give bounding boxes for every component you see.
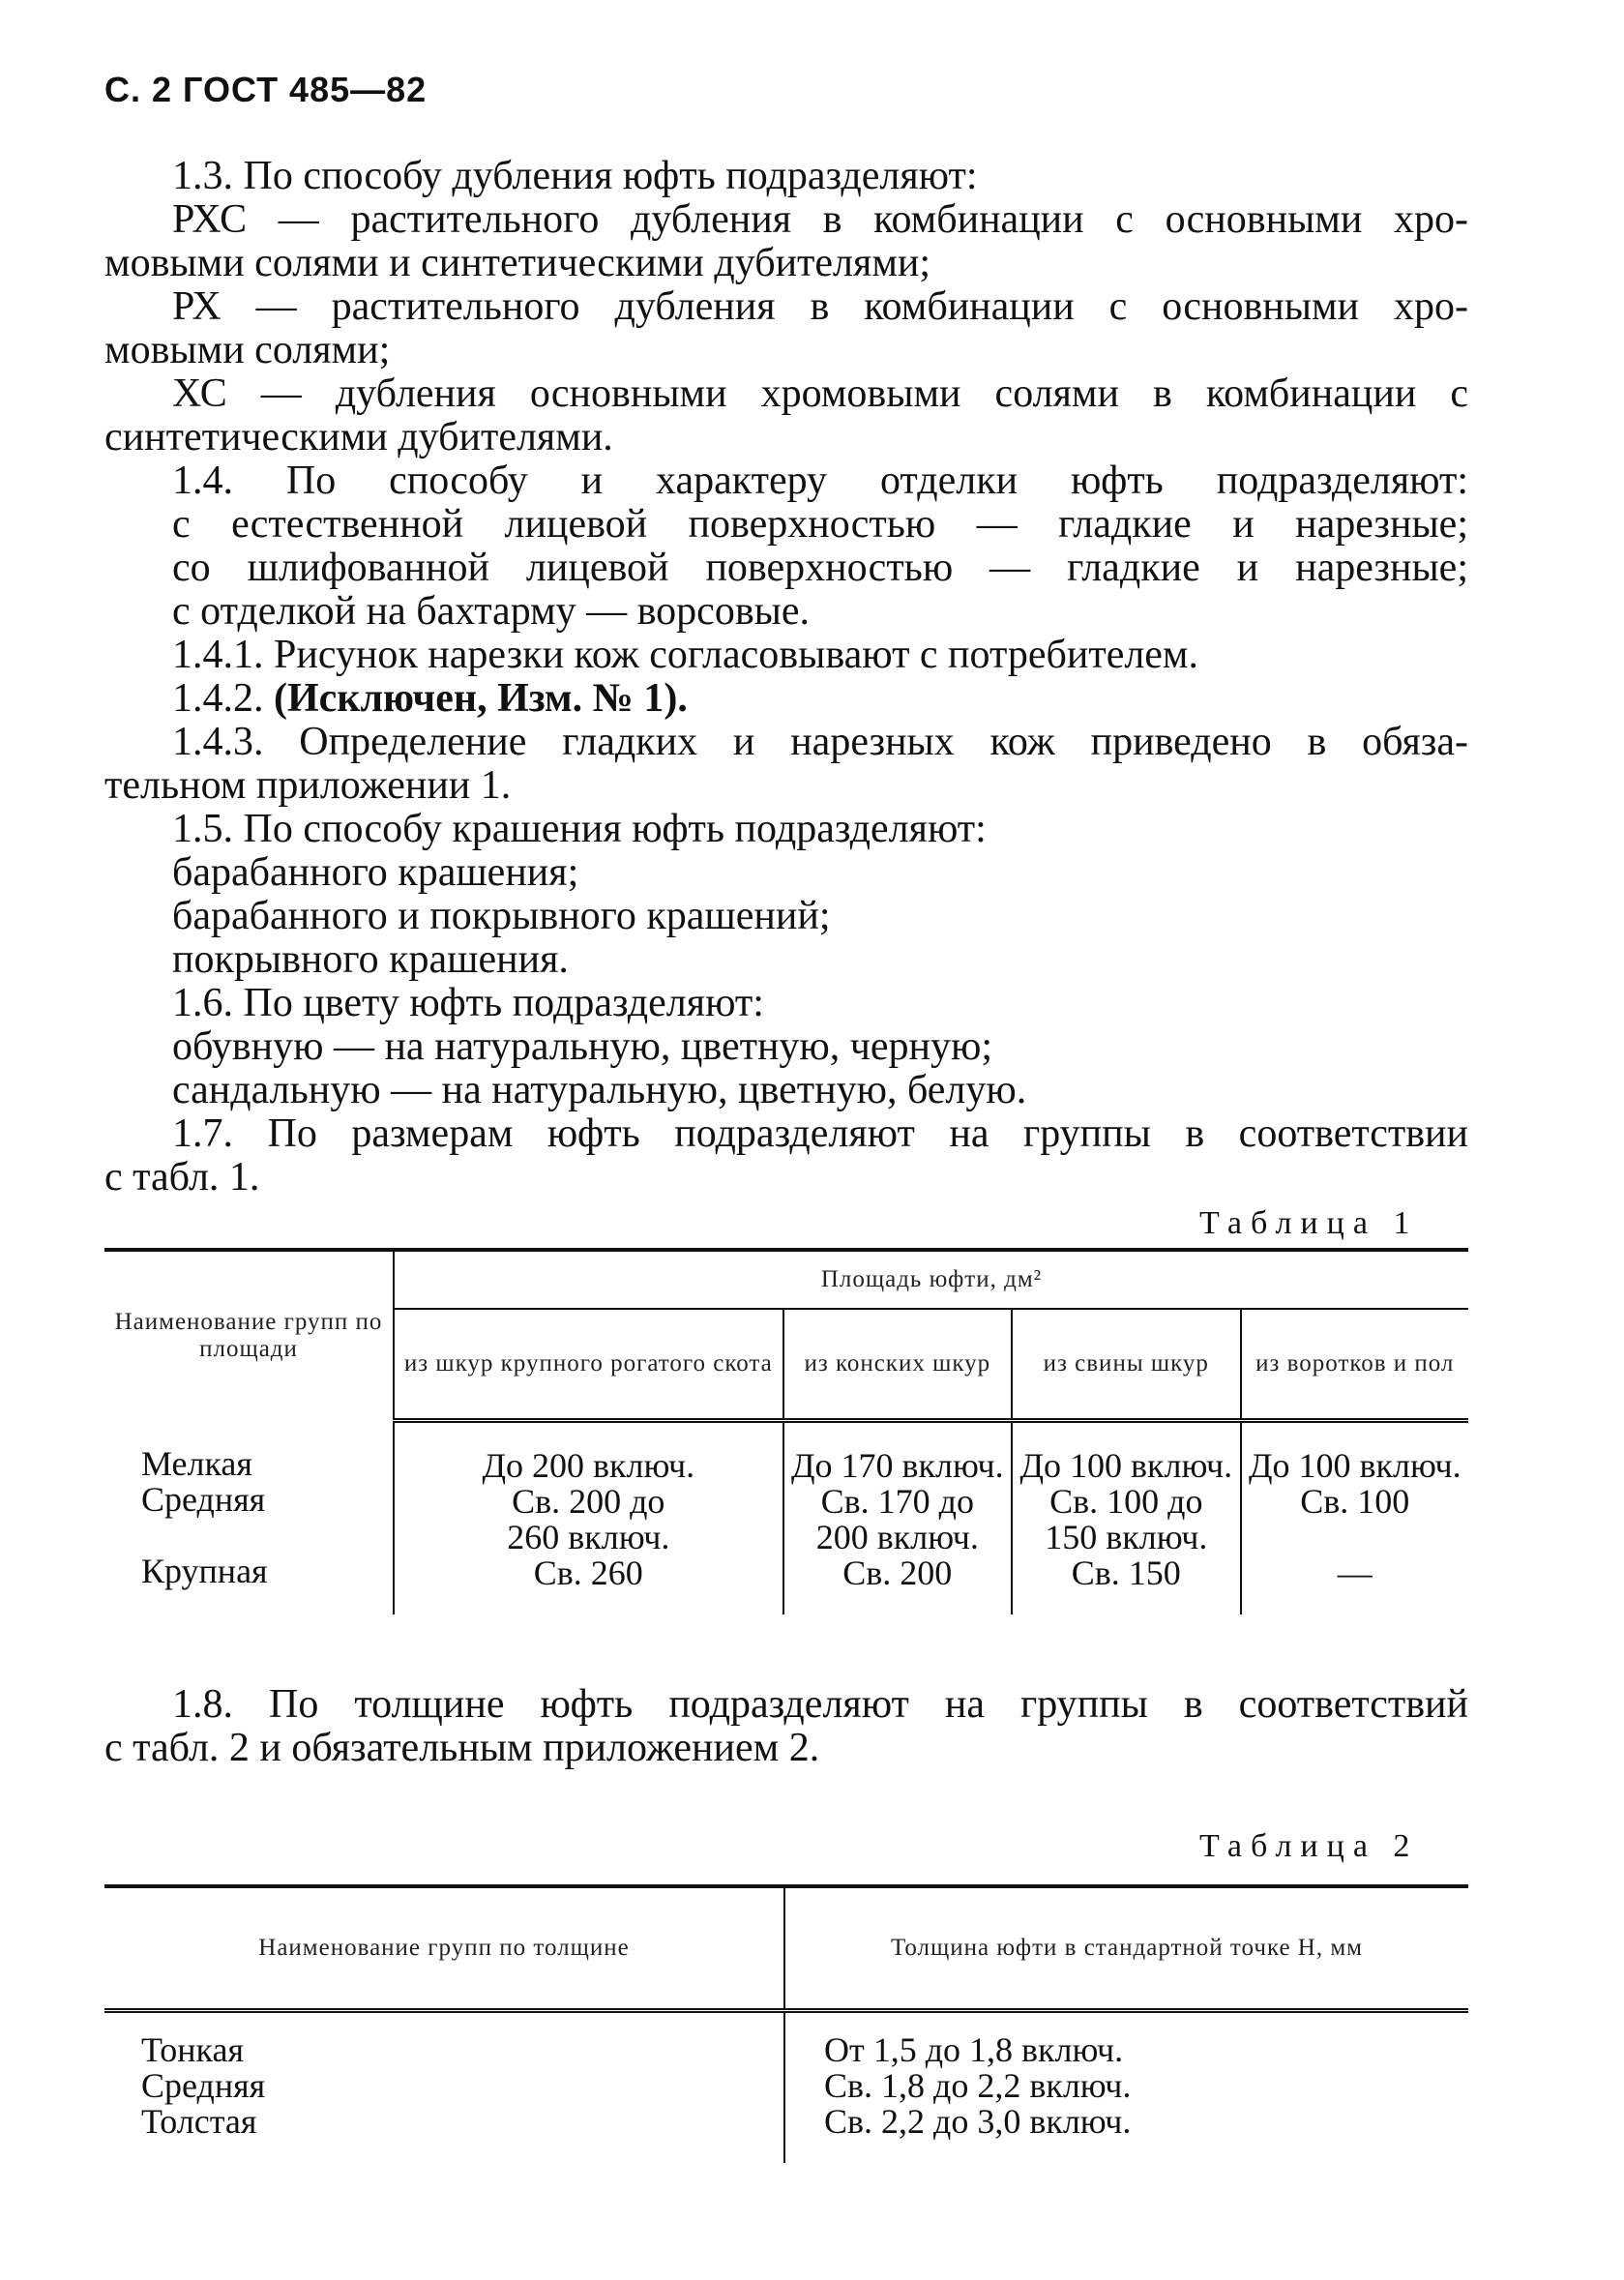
cell-text: Св. 2,2 до 3,0 включ. (824, 2102, 1132, 2141)
cell-text: До 100 включ. (1019, 1446, 1233, 1485)
table-2 (104, 1884, 1468, 2163)
text-line: покрывного крашения. (172, 937, 569, 982)
cell-text: Средняя (141, 2066, 266, 2105)
paragraph-1-5: 1.5. По способу крашения юфть подразделяют: (172, 807, 987, 851)
cell-text (141, 1518, 389, 1554)
text-line: мовыми солями; (104, 328, 391, 372)
thickness-cell (784, 2011, 1468, 2164)
text-line: с естественной лицевой поверхностью — гладкие и нарезные; (172, 502, 1468, 547)
paragraph-1-4-2 (104, 677, 1468, 721)
table-row (104, 2011, 1468, 2164)
table-cell (783, 1421, 1012, 1615)
text-line: синтетическими дубителями. (104, 415, 613, 459)
table-1-caption: Таблица 1 (1199, 1205, 1419, 1241)
cell-text: 260 включ. (507, 1518, 670, 1556)
table-row (104, 1421, 1468, 1615)
column-header: из свины шкур (1012, 1309, 1240, 1421)
group-name-cell (104, 2011, 784, 2164)
table-1 (104, 1248, 1468, 1614)
cell-text: Св. 1,8 до 2,2 включ. (824, 2066, 1132, 2105)
cell-text: Св. 100 (1300, 1482, 1410, 1521)
cell-text: 200 включ. (815, 1518, 979, 1556)
cell-text: От 1,5 до 1,8 включ. (824, 2030, 1124, 2069)
text-line: ХС — дубления основными хромовыми солями в комбинации с (172, 371, 1468, 416)
cell-text: Св. 100 до (1049, 1482, 1203, 1521)
text-line: РХС — растительного дубления в комбинации с основными хро- (172, 197, 1468, 242)
paragraph-1-8 (104, 1683, 1468, 1770)
table-1-area-header: Площадь юфти, дм² (394, 1250, 1468, 1309)
excluded-note: (Исключен, Изм. № 1). (274, 676, 688, 721)
cell-text: До 200 включ. (482, 1446, 695, 1485)
paragraph-1-4-1: 1.4.1. Рисунок нарезки кож согласовывают с потребителем. (172, 633, 1199, 677)
paragraph-1-3: 1.3. По способу дубления юфть подразделяют: (172, 154, 978, 198)
text-line: тельном приложении 1. (104, 763, 512, 808)
text-line: РХ — растительного дубления в комбинации с основными хро- (172, 284, 1468, 329)
cell-text: Св. 150 (1071, 1554, 1181, 1592)
paragraph-number: 1.4.2. (172, 676, 274, 721)
cell-text: Толстая (141, 2102, 257, 2141)
cell-text: Крупная (141, 1551, 268, 1590)
column-header: из воротков и пол (1241, 1309, 1468, 1421)
text-line: с отделкой на бахтарму — ворсовые. (172, 589, 811, 634)
column-header: из шкур крупного рогатого скота (394, 1309, 783, 1421)
text-line: с табл. 1. (104, 1155, 260, 1199)
cell-text: Средняя (141, 1479, 266, 1519)
text-line: сандальную — на натуральную, цветную, белую. (172, 1068, 1027, 1112)
text-line: 1.8. По толщине юфть подразделяют на группы в соответствий (172, 1682, 1468, 1727)
cell-text: До 100 включ. (1248, 1446, 1462, 1485)
table-1-row-header: Наименование групп по площади (104, 1250, 394, 1421)
page-header: С. 2 ГОСТ 485—82 (104, 70, 428, 109)
cell-text: Св. 260 (533, 1554, 643, 1592)
text-line: со шлифованной лицевой поверхностью — гладкие и нарезные; (172, 546, 1468, 590)
table-2-name-header: Наименование групп по толщине (104, 1886, 784, 2011)
column-header: из конских шкур (783, 1309, 1012, 1421)
table-2-thickness-header: Толщина юфти в стандартной точке H, мм (784, 1886, 1468, 2011)
group-name-cell (104, 1421, 394, 1615)
text-line: обувную — на натуральную, цветную, черную; (172, 1024, 993, 1069)
body-text (104, 155, 1468, 1199)
table-cell (1012, 1421, 1240, 1615)
table-cell (1241, 1421, 1468, 1615)
paragraph-1-4-3: 1.4.3. Определение гладких и нарезных кож приведено в обяза- (172, 720, 1468, 764)
table-2-caption: Таблица 2 (1199, 1828, 1419, 1864)
cell-text: Св. 170 до (820, 1482, 974, 1521)
text-line: барабанного крашения; (172, 850, 579, 895)
paragraph-1-7: 1.7. По размерам юфть подразделяют на группы в соответствии (172, 1111, 1468, 1156)
cell-text: 150 включ. (1045, 1518, 1208, 1556)
cell-text: Св. 200 до (512, 1482, 665, 1521)
text-line: мовыми солями и синтетическими дубителями; (104, 241, 931, 285)
paragraph-1-4: 1.4. По способу и характеру отделки юфть подразделяют: (172, 459, 1468, 503)
cell-text: Мелкая (141, 1443, 252, 1483)
paragraph-1-6: 1.6. По цвету юфть подразделяют: (172, 981, 764, 1025)
cell-text: До 170 включ. (790, 1446, 1004, 1485)
text-line: с табл. 2 и обязательным приложением 2. (104, 1726, 820, 1770)
cell-text: — (1337, 1554, 1373, 1592)
cell-text (1246, 1520, 1464, 1555)
table-cell (394, 1421, 783, 1615)
cell-text: Св. 200 (842, 1554, 953, 1592)
cell-text: Тонкая (141, 2030, 245, 2069)
text-line: барабанного и покрывного крашений; (172, 894, 831, 938)
